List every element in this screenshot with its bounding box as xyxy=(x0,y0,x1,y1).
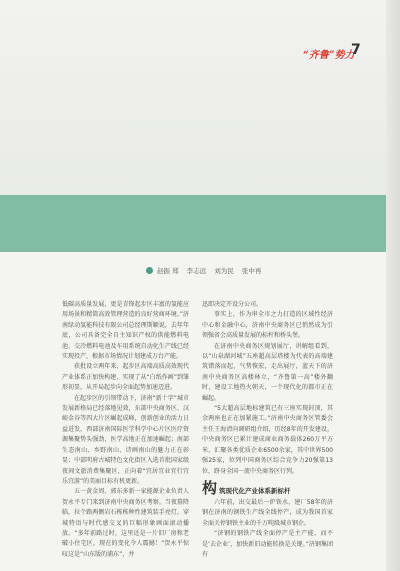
paragraph: 在起步区的引领带动下，济南“新十字”城市发展新格局已经落地见效，东部中央商务区、汉峪金谷等四大片区崛起成峰，创新创业的活力日益迸发，西部济南国际医学科学中心片区医疗资源集聚势头强劲，医学高地正在加速崛起；南部生态南山、乡野南山、诗画南山的魅力正在彰显；中部明府古城特色文化街区入选首批国家级夜间文旅消费集聚区，正向着“宜居宜业宜行宜乐宜游”的美丽目标有机更新。 xyxy=(62,394,189,485)
paragraph: 迅即决定开设分公司。 xyxy=(202,301,263,308)
teal-banner xyxy=(0,195,400,252)
byline-names xyxy=(157,266,267,275)
byline xyxy=(146,263,267,277)
paragraph: 在济南中央商务区规划展厅，讲解组看到，以“山泉湖河城”五座超高层塔楼为代表的高端建筑错落而起，气势恢宏，走出展厅，蓝天下的济南中央商务区高楼林立，“齐鲁第一高”楼外翻时，建设工地热火朝天，一个现代化的都市正在崛起。 xyxy=(202,342,333,402)
article-left-column xyxy=(62,300,189,560)
byline-name: 李志远 xyxy=(186,266,207,275)
section-subhead xyxy=(202,480,333,496)
paragraph: 五一黄金周，郭东多新一家能源企业负责人贺永平专门来到济南中央商务区考察。当夜幕降临，拉个路两侧岩石栋栋种性建筑装手亮灯，穿城特语与时代感交叉的巨幅形象画面滚动播放。“多年前路过时，这里还是一片旧厂房和老破小住宅区，现在的变化令人震撼！”贺永平惊叹这是“山东版的浦东”，并 xyxy=(62,488,189,558)
page-spine xyxy=(386,0,400,571)
paragraph: 获批设立两年来，起步区高端高质高效现代产业体系正加快构建，实现了从“白纸作画”到雏形初显，从开局起步向全面起势加速迈进。 xyxy=(62,363,189,392)
byline-name: 赵振 郑 xyxy=(157,266,179,275)
page-number: 7 xyxy=(351,42,361,58)
header-brand: “齐鲁”势力 xyxy=(303,50,355,61)
paragraph: “5大超高层地标建筑已有三座实现封顶，其余两座也正在加紧施工。”济南中央商务区管委会主任王海清向调研组介绍，历经8年的开发建设，中央商务区已累计建成商业商务载体260万平方米，汇聚各类优质企业6500余家，其中世界500强25家，位列中国商务区综合竞争力20强第13位，跻身全国一流中央商务区行列。 xyxy=(202,405,333,475)
article-right-column xyxy=(202,300,333,560)
subhead-text: 筑现代化产业体系新标杆 xyxy=(219,486,291,495)
subhead-initial: 构 xyxy=(202,478,218,497)
header-photo-area xyxy=(0,0,400,195)
byline-dot-icon xyxy=(146,267,153,274)
paragraph: 低碳高质量发展，更是青锋起步区丰富的氢能应用场景和精简高效管理营造的良好营商环境。”济南绿动氢能科技有限公司总经理斯颖说，去年年底，公司具备完全自主知识产权的供能燃料电池、交冷燃料电池及车用系统自动化生产线已经实现投产，根据市场情况计划建成万台产能。 xyxy=(62,301,189,361)
paragraph: 事实上，作为串全市之力打造的区域性经济中心和金融中心，济南中央商务区已悄然成为引领强省会高质量发展的标杆和桥头堡。 xyxy=(202,311,333,340)
paragraph: “济钢的钢铁产线全面停产是主产能，而不是‘去企业’，加快新旧动能转换是关键。”济钢集团有 xyxy=(202,530,333,558)
paragraph: 六年前，出交最后一炉铁水，建厂58年的济钢在济南的钢铁生产线全线停产，成为我国首家全面关停钢铁主业的千万吨级城市钢企。 xyxy=(202,498,333,527)
byline-name: 张中再 xyxy=(241,266,262,275)
byline-name: 刘为民 xyxy=(214,266,234,275)
